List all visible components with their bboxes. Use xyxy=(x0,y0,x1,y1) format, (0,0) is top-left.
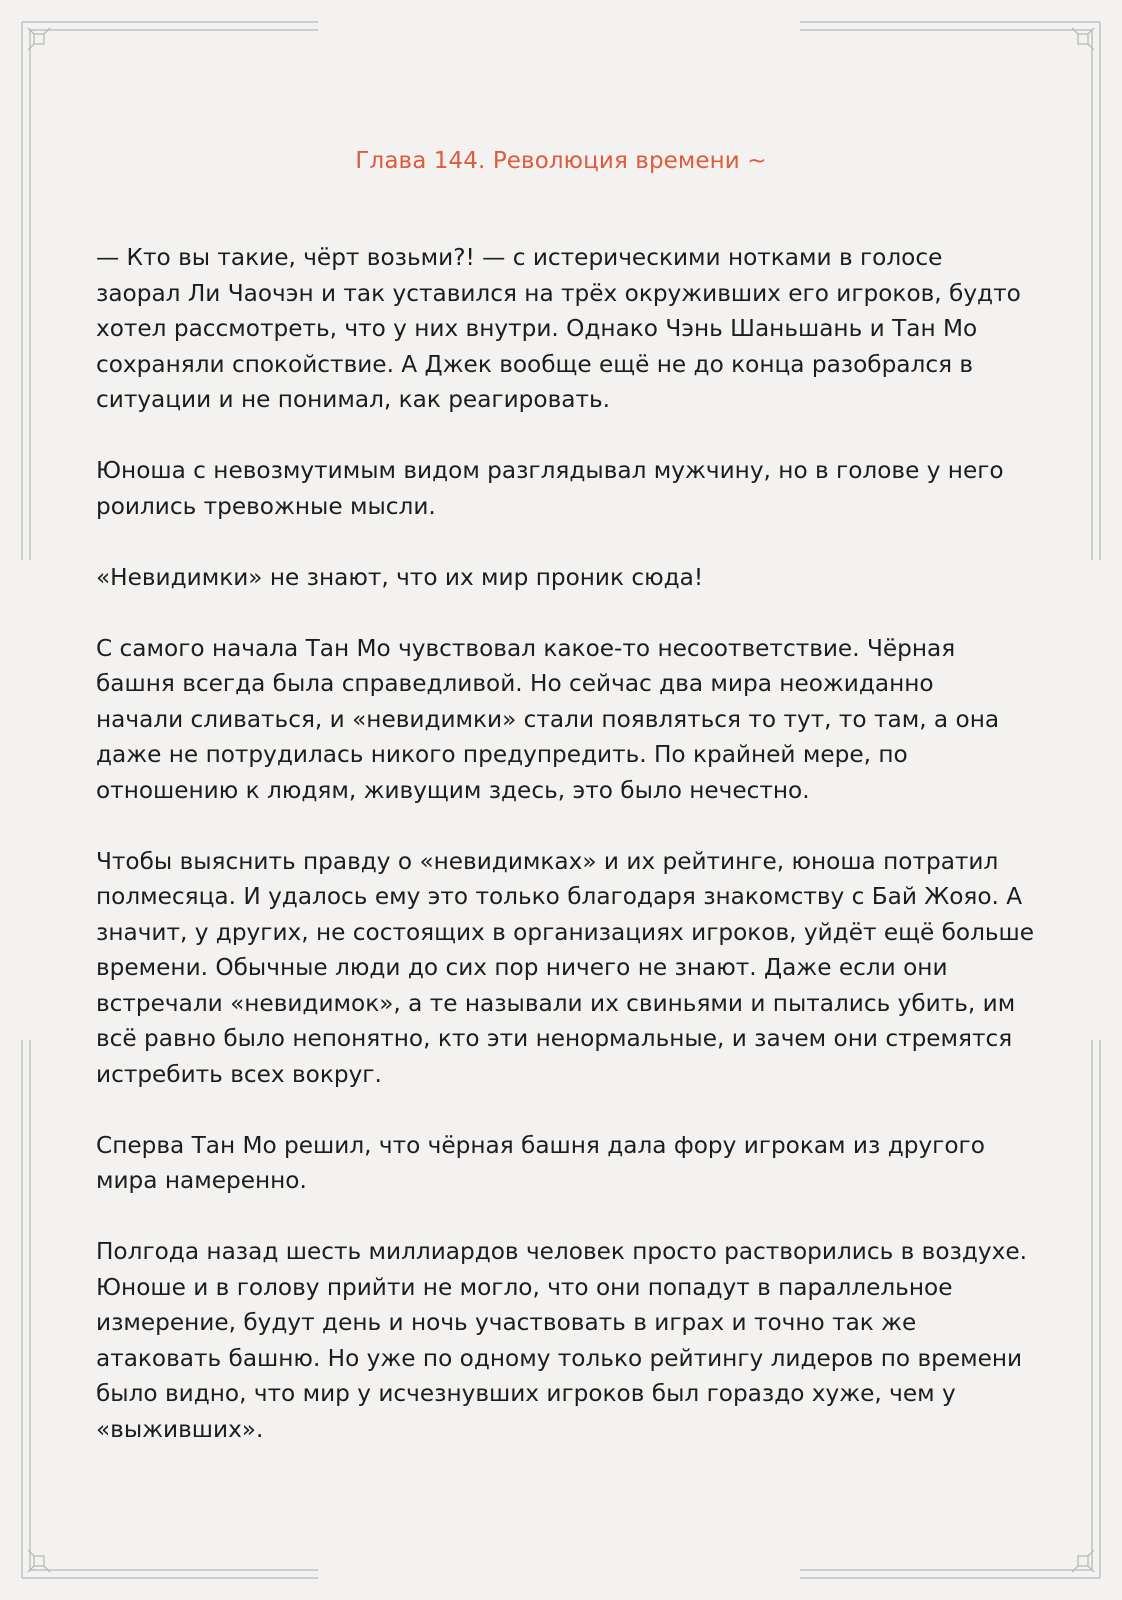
text-line: атаковать башню. Но уже по одному только рейтингу лидеров по времени xyxy=(96,1344,1023,1372)
paragraph-7 xyxy=(96,1234,1026,1447)
paragraph-5 xyxy=(96,844,1035,1093)
chapter-title: Глава 144. Революция времени ~ xyxy=(355,148,767,174)
text-line: заорал Ли Чаочэн и так уставился на трёх окруживших его игроков, будто xyxy=(96,279,1021,307)
text-line: было видно, что мир у исчезнувших игроков был гораздо хуже, чем у xyxy=(96,1380,956,1407)
text-line: истребить всех вокруг. xyxy=(96,1060,382,1088)
text-line: роились тревожные мысли. xyxy=(96,492,436,520)
text-line: Юноше и в голову прийти не могло, что они попадут в параллельное xyxy=(96,1273,953,1301)
text-line: начали сливаться, и «невидимки» стали появляться то тут, то там, а она xyxy=(96,705,1000,733)
text-line: «Невидимки» не знают, что их мир проник сюда! xyxy=(96,563,704,591)
text-line: Полгода назад шесть миллиардов человек просто растворились в воздухе. xyxy=(96,1238,1027,1265)
text-line: «выживших». xyxy=(96,1415,264,1443)
text-line: Юноша с невозмутимым видом разглядывал мужчину, но в голове у него xyxy=(96,457,1004,484)
text-line: С самого начала Тан Мо чувствовал какое-то несоответствие. Чёрная xyxy=(96,634,956,662)
text-line: сохраняли спокойствие. А Джек вообще ещё не до конца разобрался в xyxy=(96,350,974,378)
paragraph-2 xyxy=(96,453,1026,524)
paragraph-6 xyxy=(96,1128,1026,1199)
text-line: значит, у других, не состоящих в организациях игроков, уйдёт ещё больше xyxy=(96,918,1035,946)
text-line: башня всегда была справедливой. Но сейчас два мира неожиданно xyxy=(96,670,934,697)
text-line: ситуации и не понимал, как реагировать. xyxy=(96,386,610,413)
text-line: Чтобы выяснить правду о «невидимках» и их рейтинге, юноша потратил xyxy=(96,847,999,875)
text-line: Сперва Тан Мо решил, что чёрная башня дала фору игрокам из другого xyxy=(96,1131,985,1159)
paragraph-3 xyxy=(96,560,1026,596)
text-line: всё равно было непонятно, кто эти ненормальные, и зачем они стремятся xyxy=(96,1025,1013,1052)
text-line: встречали «невидимок», а те называли их свиньями и пытались убить, им xyxy=(96,989,1016,1017)
text-line: полмесяца. И удалось ему это только благодаря знакомству с Бай Жояо. А xyxy=(96,883,1023,910)
paragraph-1 xyxy=(96,240,1026,418)
text-line: измерение, будут день и ночь участвовать в играх и точно так же xyxy=(96,1309,917,1336)
text-line: даже не потрудилась никого предупредить. По крайней мере, по xyxy=(96,741,908,768)
text-line: — Кто вы такие, чёрт возьми?! — с истерическими нотками в голосе xyxy=(96,244,943,271)
text-line: мира намеренно. xyxy=(96,1167,307,1194)
text-line: отношению к людям, живущим здесь, это было нечестно. xyxy=(96,776,810,804)
text-line: хотел рассмотреть, что у них внутри. Однако Чэнь Шаньшань и Тан Мо xyxy=(96,315,978,342)
text-line: времени. Обычные люди до сих пор ничего не знают. Даже если они xyxy=(96,954,948,981)
chapter-body xyxy=(96,240,1035,1483)
paragraph-4 xyxy=(96,631,1026,809)
